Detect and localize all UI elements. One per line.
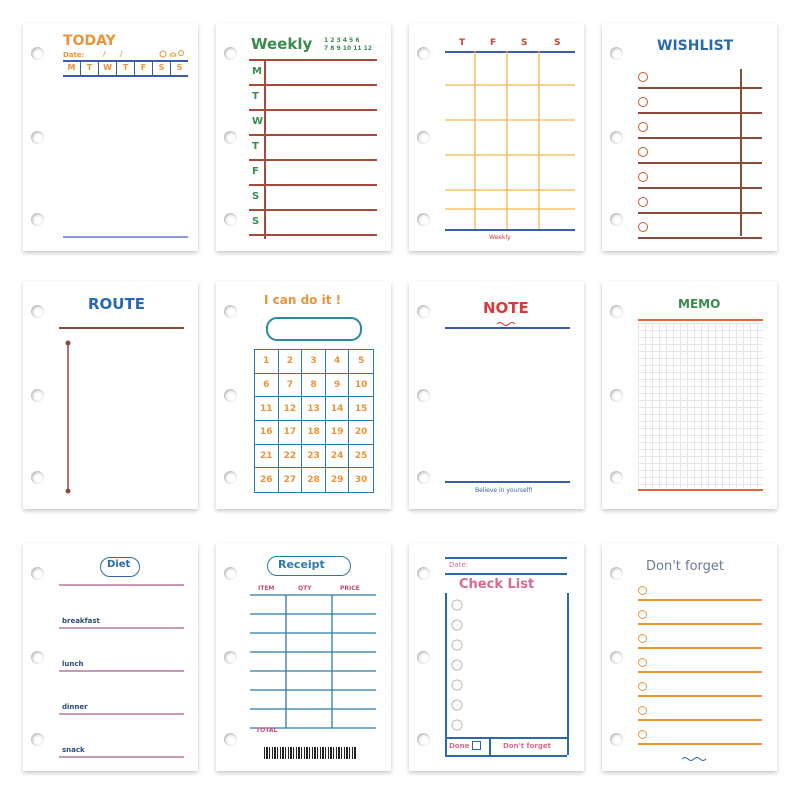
wishlist-circle (638, 222, 648, 232)
checklist-dont-forget: Don't forget (503, 742, 551, 750)
receipt-grid (216, 543, 391, 771)
calendar-day: 19 (326, 421, 350, 445)
diet-page (23, 543, 198, 771)
weekly-day-label: T (252, 141, 259, 152)
binder-hole (610, 389, 623, 402)
wishlist-circle (638, 197, 648, 207)
calendar-grid (254, 349, 374, 493)
wishlist-line (638, 112, 762, 114)
wishlist-circle (638, 97, 648, 107)
today-date-marks: / / (103, 50, 129, 58)
icandoit-title: I can do it ! (264, 293, 342, 307)
diet-title: Diet (107, 559, 131, 570)
weekly-row-line (249, 84, 377, 86)
binder-hole (610, 131, 623, 144)
binder-hole (610, 305, 623, 318)
today-bottom-line (63, 236, 188, 238)
calendar-day: 27 (279, 468, 303, 492)
weekly-row-line (249, 234, 377, 236)
weekly-grid-lines (409, 23, 584, 251)
wishlist-circle (638, 172, 648, 182)
calendar-day: 22 (279, 445, 303, 469)
day-t2: T (117, 61, 135, 75)
binder-hole (224, 47, 237, 60)
diet-meal-label: dinner (62, 703, 88, 711)
diet-meal-line (59, 627, 184, 629)
wishlist-line (638, 162, 762, 164)
route-page (23, 281, 198, 509)
calendar-day: 4 (326, 350, 350, 374)
weekly-row-line (249, 109, 377, 111)
checklist-circle (452, 680, 462, 690)
weekly-grid-day: T (459, 38, 466, 48)
weekly-grid-footer: Weekly (489, 234, 511, 241)
calendar-day: 13 (302, 397, 326, 421)
dontforget-title: Don't forget (646, 559, 724, 574)
wishlist-line (638, 87, 762, 89)
binder-hole (224, 131, 237, 144)
col-item: ITEM (258, 585, 275, 592)
checklist-circle (452, 700, 462, 710)
day-t: T (81, 61, 99, 75)
weekly-grid-day: S (554, 38, 561, 48)
today-page (23, 23, 198, 251)
calendar-day: 15 (349, 397, 373, 421)
checklist-footer-line (445, 737, 567, 739)
weekly-day-label: T (252, 91, 259, 102)
wishlist-line (638, 187, 762, 189)
checklist-circle (452, 620, 462, 630)
wishlist-right-line (740, 69, 742, 236)
day-s2: S (176, 63, 183, 72)
receipt-title: Receipt (278, 558, 325, 571)
note-squiggle (409, 281, 584, 509)
receipt-total: TOTAL (256, 727, 278, 734)
diet-meal-line (59, 670, 184, 672)
weekly-day-label: S (252, 216, 260, 227)
barcode (264, 747, 356, 759)
checklist-date-label: Date: (449, 561, 469, 569)
route-title: ROUTE (88, 295, 145, 313)
weekly-left-line (264, 59, 266, 239)
note-footer: Believe in yourself! (475, 487, 533, 494)
wishlist-line (638, 212, 762, 214)
diet-meal-label: snack (62, 746, 85, 754)
calendar-day: 24 (326, 445, 350, 469)
memo-page (602, 281, 777, 509)
weekly-months-bottom: 7 8 9 10 11 12 (324, 45, 373, 52)
checklist-done: Done (449, 742, 470, 750)
calendar-day: 14 (326, 397, 350, 421)
weekly-grid-day: F (490, 38, 497, 48)
weekly-grid-bottom-line (445, 229, 575, 231)
wishlist-circle (638, 72, 648, 82)
weekly-title: Weekly (251, 35, 313, 53)
today-date-label: Date: (63, 51, 85, 59)
calendar-day: 23 (302, 445, 326, 469)
calendar-day: 26 (255, 468, 279, 492)
memo-top-line (638, 319, 763, 321)
calendar-day: 11 (255, 397, 279, 421)
weekly-row-line (249, 134, 377, 136)
calendar-day: 5 (349, 350, 373, 374)
weekly-day-label: W (252, 116, 264, 127)
checklist-footer-divider (489, 737, 491, 755)
diet-meal-line (59, 756, 184, 758)
wishlist-line (638, 237, 762, 239)
binder-hole (610, 471, 623, 484)
calendar-day: 28 (302, 468, 326, 492)
binder-hole (224, 305, 237, 318)
memo-bottom-line (638, 489, 763, 491)
binder-hole (31, 567, 44, 580)
weekly-day-label: S (252, 191, 260, 202)
route-path (23, 281, 198, 509)
diet-meal-label: breakfast (62, 617, 100, 625)
day-s: S (153, 61, 171, 75)
calendar-day: 9 (326, 374, 350, 398)
checklist-circle (452, 720, 462, 730)
wishlist-circle (638, 147, 648, 157)
note-bottom-line (445, 481, 570, 483)
weekly-day-label: M (252, 66, 262, 77)
check-list-page (409, 543, 584, 771)
diet-top-line (59, 584, 184, 586)
note-page (409, 281, 584, 509)
calendar-day: 21 (255, 445, 279, 469)
diet-meal-label: lunch (62, 660, 84, 668)
today-under-line (63, 75, 188, 77)
calendar-day: 6 (255, 374, 279, 398)
calendar-day: 30 (354, 475, 368, 486)
i-can-do-it-page (216, 281, 391, 509)
dontforget-squiggle (602, 543, 777, 771)
weekly-months-top: 1 2 3 4 5 6 (324, 37, 360, 44)
binder-hole (224, 389, 237, 402)
calendar-day: 10 (349, 374, 373, 398)
goal-bubble (266, 317, 362, 341)
weekly-row-line (249, 159, 377, 161)
today-day-row (63, 61, 188, 75)
note-title: NOTE (483, 299, 529, 317)
calendar-day: 3 (302, 350, 326, 374)
checklist-circle (452, 660, 462, 670)
weekly-page (216, 23, 391, 251)
wishlist-page (602, 23, 777, 251)
col-price: PRICE (340, 585, 360, 592)
calendar-day: 12 (279, 397, 303, 421)
calendar-day: 1 (255, 350, 279, 374)
weather-icons (23, 23, 198, 251)
today-title: TODAY (63, 33, 116, 49)
weekly-row-line (249, 184, 377, 186)
diet-meal-line (59, 713, 184, 715)
day-m: M (63, 61, 81, 75)
checklist-circle (452, 600, 462, 610)
binder-hole (224, 471, 237, 484)
dont-forget-page (602, 543, 777, 771)
binder-hole (31, 651, 44, 664)
calendar-day: 29 (326, 468, 350, 492)
binder-hole (224, 213, 237, 226)
binder-hole (610, 213, 623, 226)
memo-grid (638, 323, 763, 488)
day-f: F (135, 61, 153, 75)
calendar-day: 8 (302, 374, 326, 398)
binder-hole (31, 733, 44, 746)
note-top-line (445, 327, 570, 329)
weekly-row-line (249, 209, 377, 211)
calendar-day: 20 (349, 421, 373, 445)
calendar-day: 7 (279, 374, 303, 398)
memo-title: MEMO (678, 297, 721, 311)
col-qty: QTY (298, 585, 312, 592)
weekly-grid-page (409, 23, 584, 251)
wishlist-line (638, 137, 762, 139)
calendar-day: 16 (255, 421, 279, 445)
checklist-circle (452, 640, 462, 650)
wishlist-circle (638, 122, 648, 132)
calendar-day: 18 (302, 421, 326, 445)
calendar-day: 17 (279, 421, 303, 445)
wishlist-title: WISHLIST (657, 38, 734, 54)
day-w: W (99, 61, 117, 75)
weekly-grid-day: S (521, 38, 528, 48)
checklist-title: Check List (459, 577, 535, 592)
checklist-bottom-line (445, 755, 567, 757)
calendar-day: 25 (349, 445, 373, 469)
weekly-top-line (249, 59, 377, 61)
binder-hole (610, 47, 623, 60)
receipt-page (216, 543, 391, 771)
done-checkbox (472, 741, 481, 750)
calendar-day: 2 (279, 350, 303, 374)
weekly-day-label: F (252, 166, 259, 177)
